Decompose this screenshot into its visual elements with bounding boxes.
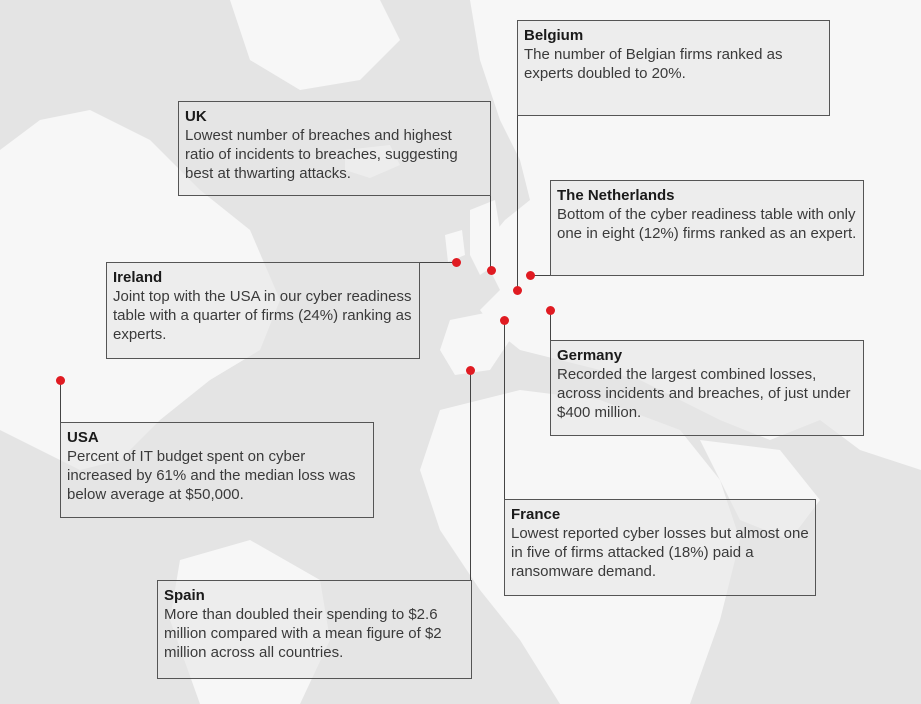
marker-spain xyxy=(466,366,475,375)
callout-title: Belgium xyxy=(524,27,584,44)
marker-belgium xyxy=(513,286,522,295)
marker-uk xyxy=(487,266,496,275)
callout-body: Joint top with the USA in our cyber readiness table with a quarter of firms (24%) ranking as experts. xyxy=(113,288,412,343)
callout-uk xyxy=(178,101,491,196)
callout-body: Percent of IT budget spent on cyber increased by 61% and the median loss was below average at $50,000. xyxy=(67,448,356,503)
callout-belgium xyxy=(517,20,830,116)
callout-title: UK xyxy=(185,108,207,125)
leader-line-belgium xyxy=(517,115,518,290)
callout-body: Lowest number of breaches and highest ratio of incidents to breaches, suggesting best at thwarting attacks. xyxy=(185,127,458,182)
callout-title: Ireland xyxy=(113,269,163,286)
callout-body: Bottom of the cyber readiness table with only one in eight (12%) firms ranked as an expert. xyxy=(557,206,857,242)
callout-usa xyxy=(60,422,374,518)
marker-ireland xyxy=(452,258,461,267)
callout-netherlands xyxy=(550,180,864,276)
leader-line-ireland xyxy=(420,262,456,263)
callout-title: USA xyxy=(67,429,99,446)
marker-usa xyxy=(56,376,65,385)
marker-germany xyxy=(546,306,555,315)
marker-france xyxy=(500,316,509,325)
callout-title: Germany xyxy=(557,347,623,364)
callout-body: Lowest reported cyber losses but almost one in five of firms attacked (18%) paid a ransomware demand. xyxy=(511,525,809,580)
callout-body: More than doubled their spending to $2.6 million compared with a mean figure of $2 million across all countries. xyxy=(164,606,442,661)
callout-title: The Netherlands xyxy=(557,187,675,204)
callout-spain xyxy=(157,580,472,679)
marker-netherlands xyxy=(526,271,535,280)
leader-line-france xyxy=(504,320,505,500)
leader-line-germany xyxy=(550,310,551,342)
leader-line-uk xyxy=(490,195,491,270)
callout-body: The number of Belgian firms ranked as experts doubled to 20%. xyxy=(524,46,783,82)
callout-germany xyxy=(550,340,864,436)
callout-ireland xyxy=(106,262,420,359)
callout-title: Spain xyxy=(164,587,205,604)
leader-line-usa xyxy=(60,380,61,422)
callout-title: France xyxy=(511,506,561,523)
leader-line-spain xyxy=(470,370,471,580)
callout-body: Recorded the largest combined losses, across incidents and breaches, of just under $400 million. xyxy=(557,366,851,421)
callout-france xyxy=(504,499,816,596)
